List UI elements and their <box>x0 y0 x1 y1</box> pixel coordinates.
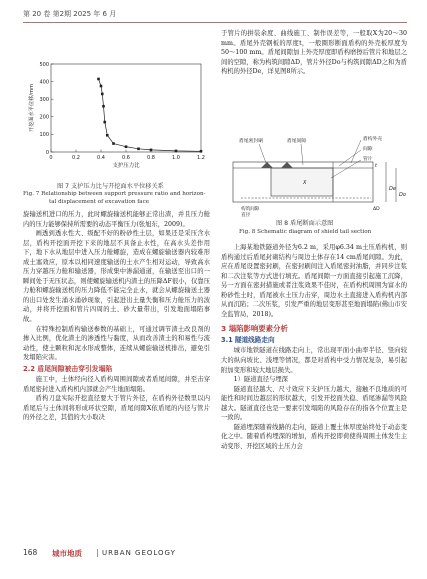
data-point <box>112 142 115 145</box>
right-column-top <box>221 29 407 77</box>
x-tick-label: 1.2 <box>197 155 205 161</box>
leader-gap <box>339 150 361 166</box>
x-tick-label: 1.0 <box>172 155 180 161</box>
data-point <box>137 148 140 151</box>
fig7-caption-en <box>23 191 213 206</box>
label-diameter: 直径 <box>241 213 251 217</box>
label-X: X <box>303 180 307 186</box>
left-paragraph-1: 旋输送机进口的压力，此时螺旋输送机能够正常出渣，并且压力舱内的压力能够保持所需要的动态平衡压力(张旭东，2009)。 <box>23 211 210 228</box>
y-tick-label: 500 <box>39 61 49 68</box>
label-construct-gap: 构筑间隙 <box>241 207 260 212</box>
data-point <box>150 149 153 152</box>
fig7-caption-en-line2: tal displacement of excavation face <box>49 198 150 205</box>
label-tail-seal: 盾尾密封刷 <box>239 139 263 144</box>
right-paragraph-6: 隧道埋深随着线路的走向，隧道上覆土体厚度始终处于动态变化之中。随着盾构埋深的增加，盾构开挖即荷使得周围土体发生主动变形、开挖区域的土压力会 <box>221 423 407 450</box>
data-point <box>125 145 128 148</box>
x-tick-label: 0.6 <box>122 155 130 161</box>
leader-shell <box>351 140 361 163</box>
leader-seal <box>259 144 266 163</box>
tail-seal-brush <box>261 162 273 168</box>
y-axis-label: 开挖面水平位移/mm <box>29 83 35 133</box>
data-point <box>175 150 178 153</box>
label-De: De <box>389 186 396 192</box>
left-paragraph-4: 施工中，土体经向径入盾构周围间隙或者盾尾间隙，并至击穿盾尾密封进入盾构机内部就会产生地面塌陷。 <box>23 376 210 393</box>
leader-segment <box>331 160 361 178</box>
running-header: 第 20 卷 第2期 2025 年 6 月 <box>23 10 117 18</box>
label-gap: 间隙 <box>363 147 373 152</box>
journal-name-en: URBAN GEOLOGY <box>97 549 176 557</box>
x-tick-label: 0.4 <box>97 155 105 161</box>
data-point <box>200 150 203 153</box>
y-tick-label: 400 <box>39 79 49 86</box>
left-paragraph-2: 画透到透水性大、级配不好的粉砂性土层，如果还是采压含水层，盾构开挖面开挖下来的地层不具备止水性，在高水头差作用下，地下水从地层中进入压力舱螺旋，造成在螺旋输送器内较难形成土塞效应，原本以相同速度输送的土水产生相对运动，导致高水压力穿越压力舱和输送器，形成集中渗漏通道，在输送至出口的一瞬间处于无压状态，则使螺旋输送机内渣土的压降ΔF很小，仅靠压力舱和螺旋输送机的压力降低不能完全止水，就会从螺旋输送土器的出口处发生涌水涌砂现象，引起进出土量失衡和压力舱压力的波动，并将开挖面和管片四周的土、砂大量带出，引发地面塌陷事故。 <box>23 230 210 324</box>
x-tick-label: 0 <box>49 155 53 161</box>
fig8-diagram <box>221 132 411 217</box>
x-axis-label: 支护压力比 <box>112 163 140 169</box>
y-tick-label: 0 <box>45 149 49 156</box>
label-shell: 盾构外壳 <box>363 137 383 142</box>
plot-frame <box>51 64 201 152</box>
data-point <box>97 78 100 81</box>
label-shield-gap: 盾尾间隙 <box>287 139 307 144</box>
right-paragraph-1: 于管片的拼装余度、曲线施工、制作误差等，一般取X为20～30 mm。盾尾外壳钢板的厚度t，一般圈形断面盾构的外壳板厚度为50～100 mm。盾尾间隙加上外壳厚度即盾构磨擦后管片和地层之间的空隙，称为构筑间隙ΔD，管片外径Do与构筑间隙ΔD之和为盾构机的外径De，详见图8所示。 <box>221 30 407 76</box>
header-rule <box>23 22 407 23</box>
fig8-caption-cn: 图 8 盾尾断面示意图 <box>276 220 334 227</box>
y-tick-label: 300 <box>39 97 49 103</box>
label-dD: ΔD <box>373 207 380 212</box>
fig7-caption-en-line1: Fig. 7 Relationship between support pressure ratio and horizon- <box>23 191 206 197</box>
x-tick-label: 0.8 <box>147 155 155 161</box>
label-t: t <box>375 163 377 169</box>
left-column <box>23 210 210 423</box>
data-point <box>106 134 109 137</box>
data-point <box>103 121 106 124</box>
data-point <box>101 93 104 96</box>
left-paragraph-3: 在特殊控制盾构输送参数的基础上，可通过调节渣土改良剂的掺入比例，优化渣土的渗透性与黏度，从而改善渣土的和易性与流动性，使土颗粒和泥水形成整体，连续从螺旋输送机排出，避免引发塌陷灾害。 <box>23 325 210 362</box>
fig8-caption-en: Fig. 8 Schematic diagram of shield tail section <box>239 229 372 235</box>
fig7-chart <box>25 58 215 176</box>
right-paragraph-4: 1）隧道直径与埋深 <box>233 376 288 384</box>
left-paragraph-5: 盾构刀盘实际开挖直径要大于管片外径，在盾构外径数里以内盾尾后与土体间将形成环状空隙，盾尾间隙X依盾尾的内径与管片的外径之差，其值的大小取决 <box>23 395 210 422</box>
data-point <box>100 85 103 88</box>
tail-seal-brush-2 <box>281 162 293 168</box>
y-tick-label: 200 <box>39 114 49 121</box>
section-3-heading: 3 塌陷影响要素分析 <box>221 324 288 334</box>
page-number: 168 <box>23 548 38 557</box>
series-line <box>99 79 202 151</box>
x-tick-label: 0.2 <box>72 155 80 161</box>
right-paragraph-3: 城市地铁隧道在线路走向上，常出现平面小曲率半径、竖向较大的纵向坡比、浅埋等情况，都是对盾构中受力情况复杂，易引起附加变形和较大地层损失。 <box>221 347 407 374</box>
label-segment: 管片 <box>363 157 373 162</box>
journal-name-cn: 城市地质 <box>52 549 82 558</box>
fig7-caption-cn: 图 7 支护压力比与开挖面水平位移关系 <box>57 183 164 190</box>
y-tick-label: 100 <box>39 132 49 139</box>
right-paragraph-5: 隧道直径越大、尺寸效应下支护压力越大，接触不良地质的可能性和时间边越层的形状越大，引发开挖面失稳、盾尾渗漏等风险越大。隧道直径也是一要素引发塌陷的风险存在的指各个位置主是一致的。 <box>221 385 407 422</box>
section-2-2-heading: 2.2 盾尾间隙被击穿引发塌陷 <box>23 364 113 373</box>
right-column-body <box>221 243 407 451</box>
segment-block <box>271 168 333 196</box>
section-3-1-heading: 3.1 隧道线路走向 <box>221 335 275 344</box>
right-paragraph-2: 上海某地铁隧道外径为6.2 m，采用φ6.34 m土压盾构机，则盾构通过后盾尾封砌结构与周边土体存在14 cm盾尾间隙。为此，应在盾尾设置密封刷，在密封刷间注入盾尾密封油脂，并同步注浆和二次注浆等方式进行填充。盾尾间隙一方面直接引起施工沉降，另一方面在密封措施或者注浆效果不佳时，在盾构机周围为富水的粉砂性土时，盾尾被水土压力击穿，周边水土直接进入盾构机内部从而沉陷；二次压浆，引发严重的地层变形甚至地面塌陷(佛山市安全监管局，2018)。 <box>221 244 407 318</box>
data-point <box>102 105 105 108</box>
label-Do: Do <box>399 192 406 198</box>
